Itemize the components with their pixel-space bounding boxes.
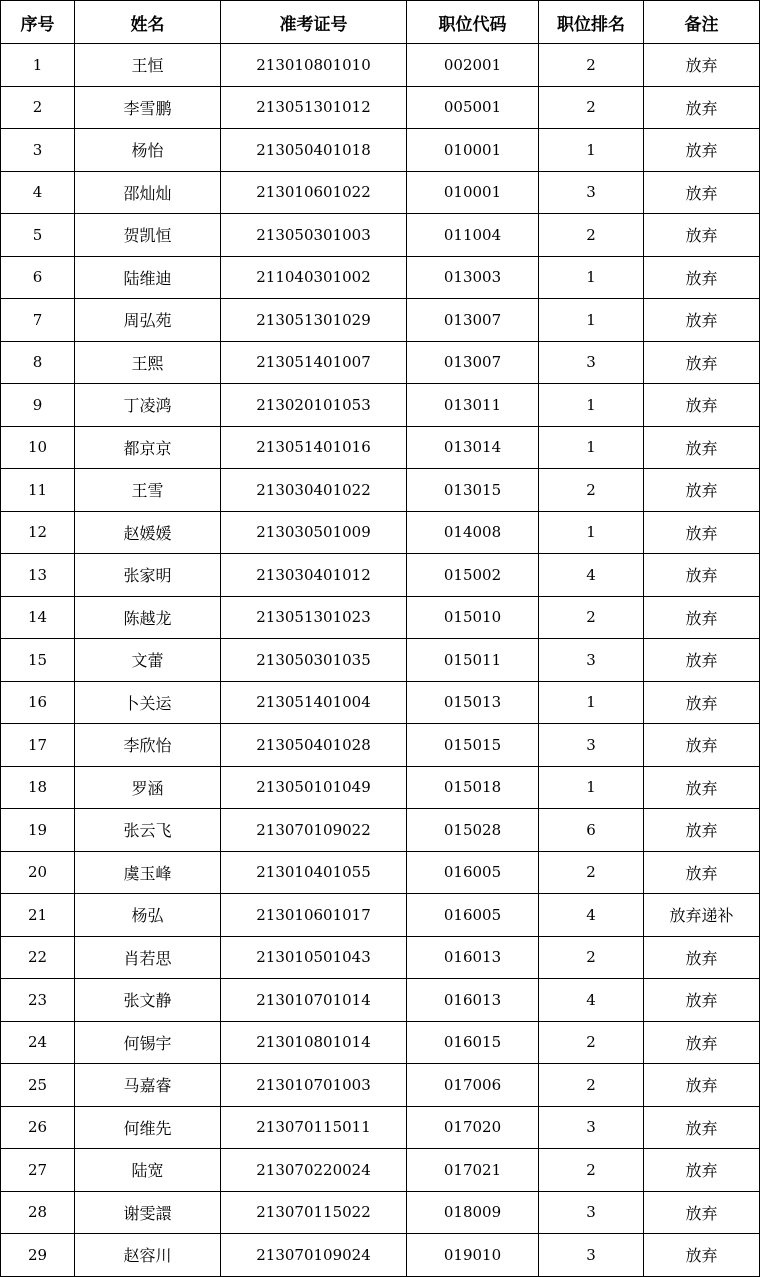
remarks-cell: 放弃 (644, 766, 760, 809)
position-rank-cell: 4 (539, 554, 644, 597)
serial-cell: 21 (1, 894, 75, 937)
position-rank-cell: 3 (539, 724, 644, 767)
position-code-cell: 013003 (407, 256, 539, 299)
position-code-cell: 013007 (407, 341, 539, 384)
name-cell: 罗涵 (75, 766, 221, 809)
name-cell: 赵容川 (75, 1234, 221, 1277)
name-cell: 贺凯恒 (75, 214, 221, 257)
position-rank-cell: 1 (539, 299, 644, 342)
serial-cell: 10 (1, 426, 75, 469)
serial-cell: 5 (1, 214, 75, 257)
serial-cell: 11 (1, 469, 75, 512)
name-cell: 张文静 (75, 979, 221, 1022)
remarks-cell: 放弃递补 (644, 894, 760, 937)
exam-ticket-cell: 213010601017 (221, 894, 407, 937)
serial-cell: 29 (1, 1234, 75, 1277)
position-code-cell: 018009 (407, 1191, 539, 1234)
exam-ticket-cell: 213020101053 (221, 384, 407, 427)
exam-ticket-cell: 213010801010 (221, 44, 407, 87)
position-code-cell: 015015 (407, 724, 539, 767)
table-row (1, 1234, 760, 1277)
position-code-cell: 016005 (407, 851, 539, 894)
serial-cell: 4 (1, 171, 75, 214)
position-code-cell: 017021 (407, 1149, 539, 1192)
remarks-cell: 放弃 (644, 1191, 760, 1234)
remarks-cell: 放弃 (644, 596, 760, 639)
exam-ticket-cell: 213010801014 (221, 1021, 407, 1064)
name-cell: 文蕾 (75, 639, 221, 682)
serial-cell: 27 (1, 1149, 75, 1192)
serial-cell: 2 (1, 86, 75, 129)
serial-cell: 25 (1, 1064, 75, 1107)
position-rank-cell: 6 (539, 809, 644, 852)
name-cell: 王熙 (75, 341, 221, 384)
name-cell: 丁凌鸿 (75, 384, 221, 427)
position-rank-cell: 1 (539, 256, 644, 299)
remarks-cell: 放弃 (644, 256, 760, 299)
position-rank-cell: 3 (539, 171, 644, 214)
name-cell: 肖若思 (75, 936, 221, 979)
serial-cell: 8 (1, 341, 75, 384)
table-row (1, 384, 760, 427)
position-rank-cell: 1 (539, 384, 644, 427)
header-row (1, 1, 760, 44)
position-rank-cell: 2 (539, 1149, 644, 1192)
exam-ticket-cell: 213050101049 (221, 766, 407, 809)
remarks-cell: 放弃 (644, 979, 760, 1022)
name-cell: 李欣怡 (75, 724, 221, 767)
position-rank-cell: 3 (539, 639, 644, 682)
name-cell: 杨怡 (75, 129, 221, 172)
table-row (1, 1021, 760, 1064)
position-rank-cell: 3 (539, 341, 644, 384)
name-cell: 陈越龙 (75, 596, 221, 639)
position-code-cell: 014008 (407, 511, 539, 554)
position-rank-cell: 1 (539, 681, 644, 724)
name-cell: 陆维迪 (75, 256, 221, 299)
remarks-cell: 放弃 (644, 426, 760, 469)
position-rank-cell: 1 (539, 511, 644, 554)
remarks-cell: 放弃 (644, 1149, 760, 1192)
position-code-cell: 015010 (407, 596, 539, 639)
table-row (1, 341, 760, 384)
serial-cell: 28 (1, 1191, 75, 1234)
table-row (1, 469, 760, 512)
name-cell: 张云飞 (75, 809, 221, 852)
serial-cell: 6 (1, 256, 75, 299)
exam-ticket-cell: 213030401022 (221, 469, 407, 512)
table-row (1, 1064, 760, 1107)
table-row (1, 809, 760, 852)
table-body (1, 44, 760, 1277)
position-code-cell: 016013 (407, 979, 539, 1022)
remarks-cell: 放弃 (644, 44, 760, 87)
exam-ticket-cell: 213050401028 (221, 724, 407, 767)
exam-ticket-cell: 213070109024 (221, 1234, 407, 1277)
table-row (1, 979, 760, 1022)
remarks-cell: 放弃 (644, 1064, 760, 1107)
remarks-cell: 放弃 (644, 171, 760, 214)
position-code-cell: 005001 (407, 86, 539, 129)
remarks-cell: 放弃 (644, 1106, 760, 1149)
table-row (1, 256, 760, 299)
name-cell: 陆宽 (75, 1149, 221, 1192)
serial-cell: 20 (1, 851, 75, 894)
remarks-cell: 放弃 (644, 809, 760, 852)
exam-ticket-cell: 213070220024 (221, 1149, 407, 1192)
serial-cell: 19 (1, 809, 75, 852)
serial-cell: 24 (1, 1021, 75, 1064)
name-cell: 何维先 (75, 1106, 221, 1149)
position-code-cell: 010001 (407, 129, 539, 172)
table-row (1, 894, 760, 937)
exam-ticket-cell: 213010701014 (221, 979, 407, 1022)
serial-cell: 23 (1, 979, 75, 1022)
position-rank-cell: 2 (539, 1064, 644, 1107)
remarks-cell: 放弃 (644, 299, 760, 342)
position-rank-cell: 2 (539, 1021, 644, 1064)
serial-cell: 13 (1, 554, 75, 597)
position-rank-cell: 4 (539, 979, 644, 1022)
position-rank-cell: 1 (539, 766, 644, 809)
position-rank-cell: 3 (539, 1234, 644, 1277)
exam-ticket-cell: 213070109022 (221, 809, 407, 852)
position-code-cell: 017006 (407, 1064, 539, 1107)
exam-ticket-cell: 213010601022 (221, 171, 407, 214)
remarks-cell: 放弃 (644, 936, 760, 979)
position-code-cell: 015028 (407, 809, 539, 852)
table-row (1, 426, 760, 469)
serial-cell: 26 (1, 1106, 75, 1149)
table-header (1, 1, 760, 44)
position-code-cell: 011004 (407, 214, 539, 257)
exam-ticket-cell: 211040301002 (221, 256, 407, 299)
position-rank-cell: 4 (539, 894, 644, 937)
exam-ticket-cell: 213050301003 (221, 214, 407, 257)
table-row (1, 681, 760, 724)
name-cell: 马嘉睿 (75, 1064, 221, 1107)
position-code-cell: 013007 (407, 299, 539, 342)
serial-cell: 17 (1, 724, 75, 767)
position-code-cell: 015011 (407, 639, 539, 682)
position-code-cell: 013014 (407, 426, 539, 469)
table-row (1, 766, 760, 809)
position-code-cell: 015013 (407, 681, 539, 724)
position-rank-cell: 2 (539, 469, 644, 512)
name-cell: 李雪鹏 (75, 86, 221, 129)
remarks-cell: 放弃 (644, 511, 760, 554)
remarks-cell: 放弃 (644, 554, 760, 597)
name-cell: 周弘苑 (75, 299, 221, 342)
position-rank-cell: 3 (539, 1191, 644, 1234)
name-cell: 卜关运 (75, 681, 221, 724)
exam-ticket-cell: 213051301029 (221, 299, 407, 342)
table-row (1, 299, 760, 342)
table-row (1, 639, 760, 682)
remarks-cell: 放弃 (644, 384, 760, 427)
exam-ticket-cell: 213070115022 (221, 1191, 407, 1234)
position-rank-cell: 3 (539, 1106, 644, 1149)
position-rank-cell: 2 (539, 851, 644, 894)
remarks-cell: 放弃 (644, 129, 760, 172)
serial-cell: 9 (1, 384, 75, 427)
serial-cell: 22 (1, 936, 75, 979)
position-code-cell: 013011 (407, 384, 539, 427)
exam-ticket-cell: 213051301012 (221, 86, 407, 129)
table-row (1, 1149, 760, 1192)
position-code-cell: 016013 (407, 936, 539, 979)
table-row (1, 86, 760, 129)
position-code-cell: 019010 (407, 1234, 539, 1277)
table-row (1, 44, 760, 87)
exam-ticket-cell: 213050401018 (221, 129, 407, 172)
remarks-cell: 放弃 (644, 469, 760, 512)
name-cell: 赵媛媛 (75, 511, 221, 554)
name-cell: 都京京 (75, 426, 221, 469)
position-code-cell: 016015 (407, 1021, 539, 1064)
name-cell: 杨弘 (75, 894, 221, 937)
remarks-cell: 放弃 (644, 639, 760, 682)
exam-ticket-cell: 213010401055 (221, 851, 407, 894)
serial-cell: 18 (1, 766, 75, 809)
table-row (1, 554, 760, 597)
name-cell: 王恒 (75, 44, 221, 87)
header-exam-ticket-number: 准考证号 (221, 1, 407, 44)
position-code-cell: 015002 (407, 554, 539, 597)
exam-ticket-cell: 213030401012 (221, 554, 407, 597)
position-code-cell: 016005 (407, 894, 539, 937)
table-row (1, 1106, 760, 1149)
header-position-rank: 职位排名 (539, 1, 644, 44)
serial-cell: 1 (1, 44, 75, 87)
serial-cell: 3 (1, 129, 75, 172)
position-rank-cell: 2 (539, 596, 644, 639)
name-cell: 谢雯譞 (75, 1191, 221, 1234)
position-code-cell: 010001 (407, 171, 539, 214)
position-rank-cell: 2 (539, 936, 644, 979)
header-serial-number: 序号 (1, 1, 75, 44)
remarks-cell: 放弃 (644, 851, 760, 894)
table-row (1, 851, 760, 894)
exam-ticket-cell: 213051401004 (221, 681, 407, 724)
position-code-cell: 015018 (407, 766, 539, 809)
position-rank-cell: 2 (539, 86, 644, 129)
position-code-cell: 013015 (407, 469, 539, 512)
remarks-cell: 放弃 (644, 214, 760, 257)
table-row (1, 214, 760, 257)
remarks-cell: 放弃 (644, 1021, 760, 1064)
name-cell: 王雪 (75, 469, 221, 512)
table-row (1, 129, 760, 172)
remarks-cell: 放弃 (644, 1234, 760, 1277)
table-row (1, 511, 760, 554)
table-row (1, 724, 760, 767)
name-cell: 何锡宇 (75, 1021, 221, 1064)
remarks-cell: 放弃 (644, 341, 760, 384)
remarks-cell: 放弃 (644, 681, 760, 724)
position-rank-cell: 1 (539, 129, 644, 172)
name-cell: 张家明 (75, 554, 221, 597)
exam-ticket-cell: 213050301035 (221, 639, 407, 682)
serial-cell: 16 (1, 681, 75, 724)
table-row (1, 171, 760, 214)
remarks-cell: 放弃 (644, 724, 760, 767)
position-rank-cell: 2 (539, 214, 644, 257)
position-rank-cell: 2 (539, 44, 644, 87)
table-row (1, 596, 760, 639)
header-name: 姓名 (75, 1, 221, 44)
exam-ticket-cell: 213051301023 (221, 596, 407, 639)
exam-ticket-cell: 213051401016 (221, 426, 407, 469)
name-cell: 虞玉峰 (75, 851, 221, 894)
header-remarks: 备注 (644, 1, 760, 44)
serial-cell: 7 (1, 299, 75, 342)
serial-cell: 12 (1, 511, 75, 554)
exam-ticket-cell: 213070115011 (221, 1106, 407, 1149)
exam-ticket-cell: 213010701003 (221, 1064, 407, 1107)
position-code-cell: 017020 (407, 1106, 539, 1149)
exam-ticket-cell: 213051401007 (221, 341, 407, 384)
serial-cell: 14 (1, 596, 75, 639)
table-row (1, 1191, 760, 1234)
exam-ticket-cell: 213010501043 (221, 936, 407, 979)
remarks-cell: 放弃 (644, 86, 760, 129)
table-row (1, 936, 760, 979)
serial-cell: 15 (1, 639, 75, 682)
header-position-code: 职位代码 (407, 1, 539, 44)
position-rank-cell: 1 (539, 426, 644, 469)
name-cell: 邵灿灿 (75, 171, 221, 214)
exam-ticket-cell: 213030501009 (221, 511, 407, 554)
position-code-cell: 002001 (407, 44, 539, 87)
